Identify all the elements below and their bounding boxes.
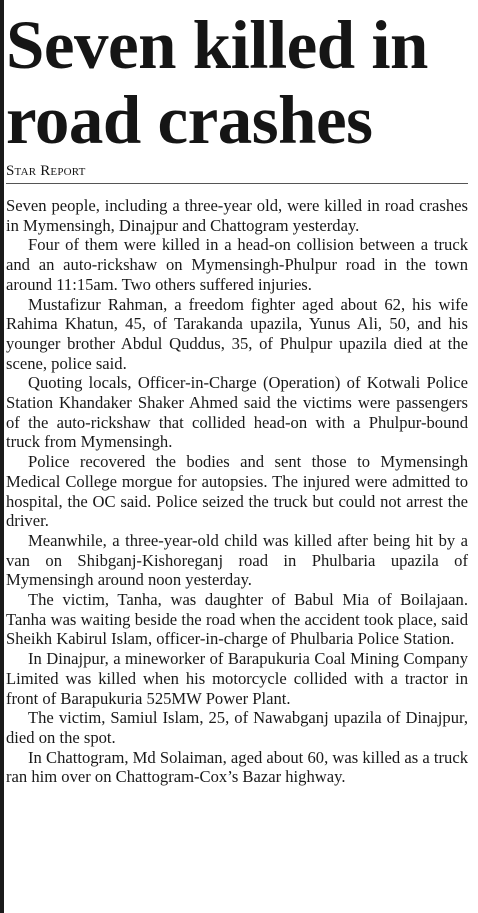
headline-line-2: road crashes	[6, 82, 373, 158]
paragraph-10: In Chattogram, Md Solaiman, aged about 60, was killed as a truck ran him over on Chattogram-Cox’s Bazar highway.	[6, 747, 468, 787]
paragraph-9: The victim, Samiul Islam, 25, of Nawabganj upazila of Dinajpur, died on the spot.	[6, 708, 468, 747]
paragraph-8: In Dinajpur, a mineworker of Barapukuria Coal Mining Company Limited was killed when his motorcycle collided with a tractor in front of Barapukuria 525MW Power Plant.	[6, 649, 468, 708]
paragraph-6: Meanwhile, a three-year-old child was killed after being hit by a van on Shibganj-Kishoreganj road in Phulbaria upazila of Mymensingh around noon yesterday.	[6, 530, 468, 590]
news-article	[6, 0, 468, 787]
paragraph-2: Four of them were killed in a head-on collision between a truck and an auto-rickshaw on Mymensingh-Phulpur road in the town around 11:15am. Two others suffered injuries.	[6, 235, 468, 294]
paragraph-7: The victim, Tanha, was daughter of Babul Mia of Boilajaan. Tanha was waiting beside the road when the accident took place, said Sheikh Kabirul Islam, officer-in-charge of Phulbaria Police Station.	[6, 590, 468, 649]
paragraph-4: Quoting locals, Officer-in-Charge (Operation) of Kotwali Police Station Khandaker Shaker Ahmed said the victims were passengers of the auto-rickshaw that collided head-on with a Phulpur-bound truck from Mymensingh.	[6, 373, 468, 452]
paragraph-5: Police recovered the bodies and sent those to Mymensingh Medical College morgue for autopsies. The injured were admitted to hospital, the OC said. Police seized the truck but could not arrest the driver.	[6, 452, 468, 531]
headline-line-1: Seven killed in	[6, 7, 428, 83]
article-body	[6, 196, 468, 787]
headline	[6, 0, 468, 158]
paragraph-1: Seven people, including a three-year old, were killed in road crashes in Mymensingh, Dinajpur and Chattogram yesterday.	[6, 196, 468, 235]
paragraph-3: Mustafizur Rahman, a freedom fighter aged about 62, his wife Rahima Khatun, 45, of Tarakanda upazila, Yunus Ali, 50, and his younger brother Abdul Quddus, 35, of Phulpur upazila died at the scene, police said.	[6, 294, 468, 373]
byline: Star Report	[6, 163, 86, 179]
column-left-rule	[0, 0, 4, 913]
byline-divider	[6, 183, 468, 184]
